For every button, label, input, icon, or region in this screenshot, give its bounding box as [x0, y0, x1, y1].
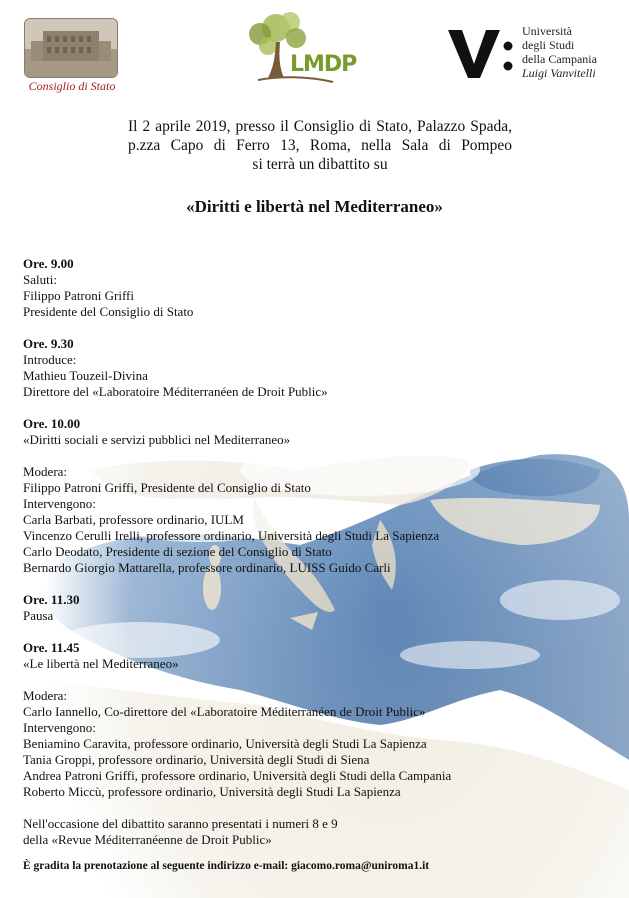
program-line: Introduce: [23, 352, 77, 367]
booking-note: È gradita la prenotazione al seguente indirizzo e-mail: giacomo.roma@uniroma1.it [23, 860, 430, 872]
session-time: Ore. 11.30 [23, 592, 80, 607]
speaker: Bernardo Giorgio Mattarella, professore ordinario, LUISS Guido Carli [23, 560, 391, 575]
lmdp-logo-text: LMDP [290, 52, 357, 77]
session-time: Ore. 9.30 [23, 336, 74, 351]
university-name: Università degli Studi della Campania Luigi Vanvitelli [522, 24, 597, 80]
speaker: Carlo Deodato, Presidente di sezione del Consiglio di Stato [23, 544, 332, 559]
program-line: Filippo Patroni Griffi, Presidente del Consiglio di Stato [23, 480, 311, 495]
intro-line-2: p.zza Capo di Ferro 13, Roma, nella Sala di Pompeo [128, 137, 512, 154]
program-line: Intervengono: [23, 720, 96, 735]
program-line: Presidente del Consiglio di Stato [23, 304, 194, 319]
program-line: Pausa [23, 608, 54, 623]
program-line: Intervengono: [23, 496, 96, 511]
session-title: «Le libertà nel Mediterraneo» [23, 656, 179, 671]
speaker: Vincenzo Cerulli Irelli, professore ordinario, Università degli Studi La Sapienza [23, 528, 440, 543]
program-line: Mathieu Touzeil-Divina [23, 368, 148, 383]
event-intro [128, 117, 512, 174]
program-line: Modera: [23, 464, 68, 479]
program-line: Direttore del «Laboratoire Méditerranéen de Droit Public» [23, 384, 328, 399]
session-time: Ore. 11.45 [23, 640, 80, 655]
event-title: «Diritti e libertà nel Mediterraneo» [186, 197, 443, 216]
session-title: «Diritti sociali e servizi pubblici nel Mediterraneo» [23, 432, 291, 447]
footer-line: della «Revue Méditerranéenne de Droit Public» [23, 832, 272, 847]
speaker: Andrea Patroni Griffi, professore ordinario, Università degli Studi della Campania [23, 768, 452, 783]
footer-line: Nell'occasione del dibattito saranno presentati i numeri 8 e 9 [23, 816, 338, 831]
speaker: Roberto Miccù, professore ordinario, Università degli Studi La Sapienza [23, 784, 401, 799]
program-line: Filippo Patroni Griffi [23, 288, 134, 303]
palazzo-spada-image [24, 18, 118, 78]
tree-icon [238, 8, 358, 92]
program-line: Saluti: [23, 272, 57, 287]
intro-line-3: si terrà un dibattito su [252, 156, 388, 173]
program-line: Carlo Iannello, Co-direttore del «Laboratoire Méditerranéen de Droit Public» [23, 704, 426, 719]
session-time: Ore. 10.00 [23, 416, 81, 431]
speaker: Beniamino Caravita, professore ordinario, Università degli Studi La Sapienza [23, 736, 427, 751]
intro-line-1: Il 2 aprile 2019, presso il Consiglio di Stato, Palazzo Spada, [128, 118, 512, 135]
speaker: Carla Barbati, professore ordinario, IULM [23, 512, 244, 527]
vanvitelli-mark-icon [446, 26, 516, 90]
lmdp-logo [238, 8, 358, 92]
consiglio-logo-text: Consiglio di Stato [28, 79, 116, 93]
university-logo [446, 22, 616, 86]
session-time: Ore. 9.00 [23, 256, 74, 271]
consiglio-di-stato-logo [24, 18, 120, 94]
speaker: Tania Groppi, professore ordinario, Università degli Studi di Siena [23, 752, 370, 767]
program [23, 256, 613, 874]
program-line: Modera: [23, 688, 68, 703]
